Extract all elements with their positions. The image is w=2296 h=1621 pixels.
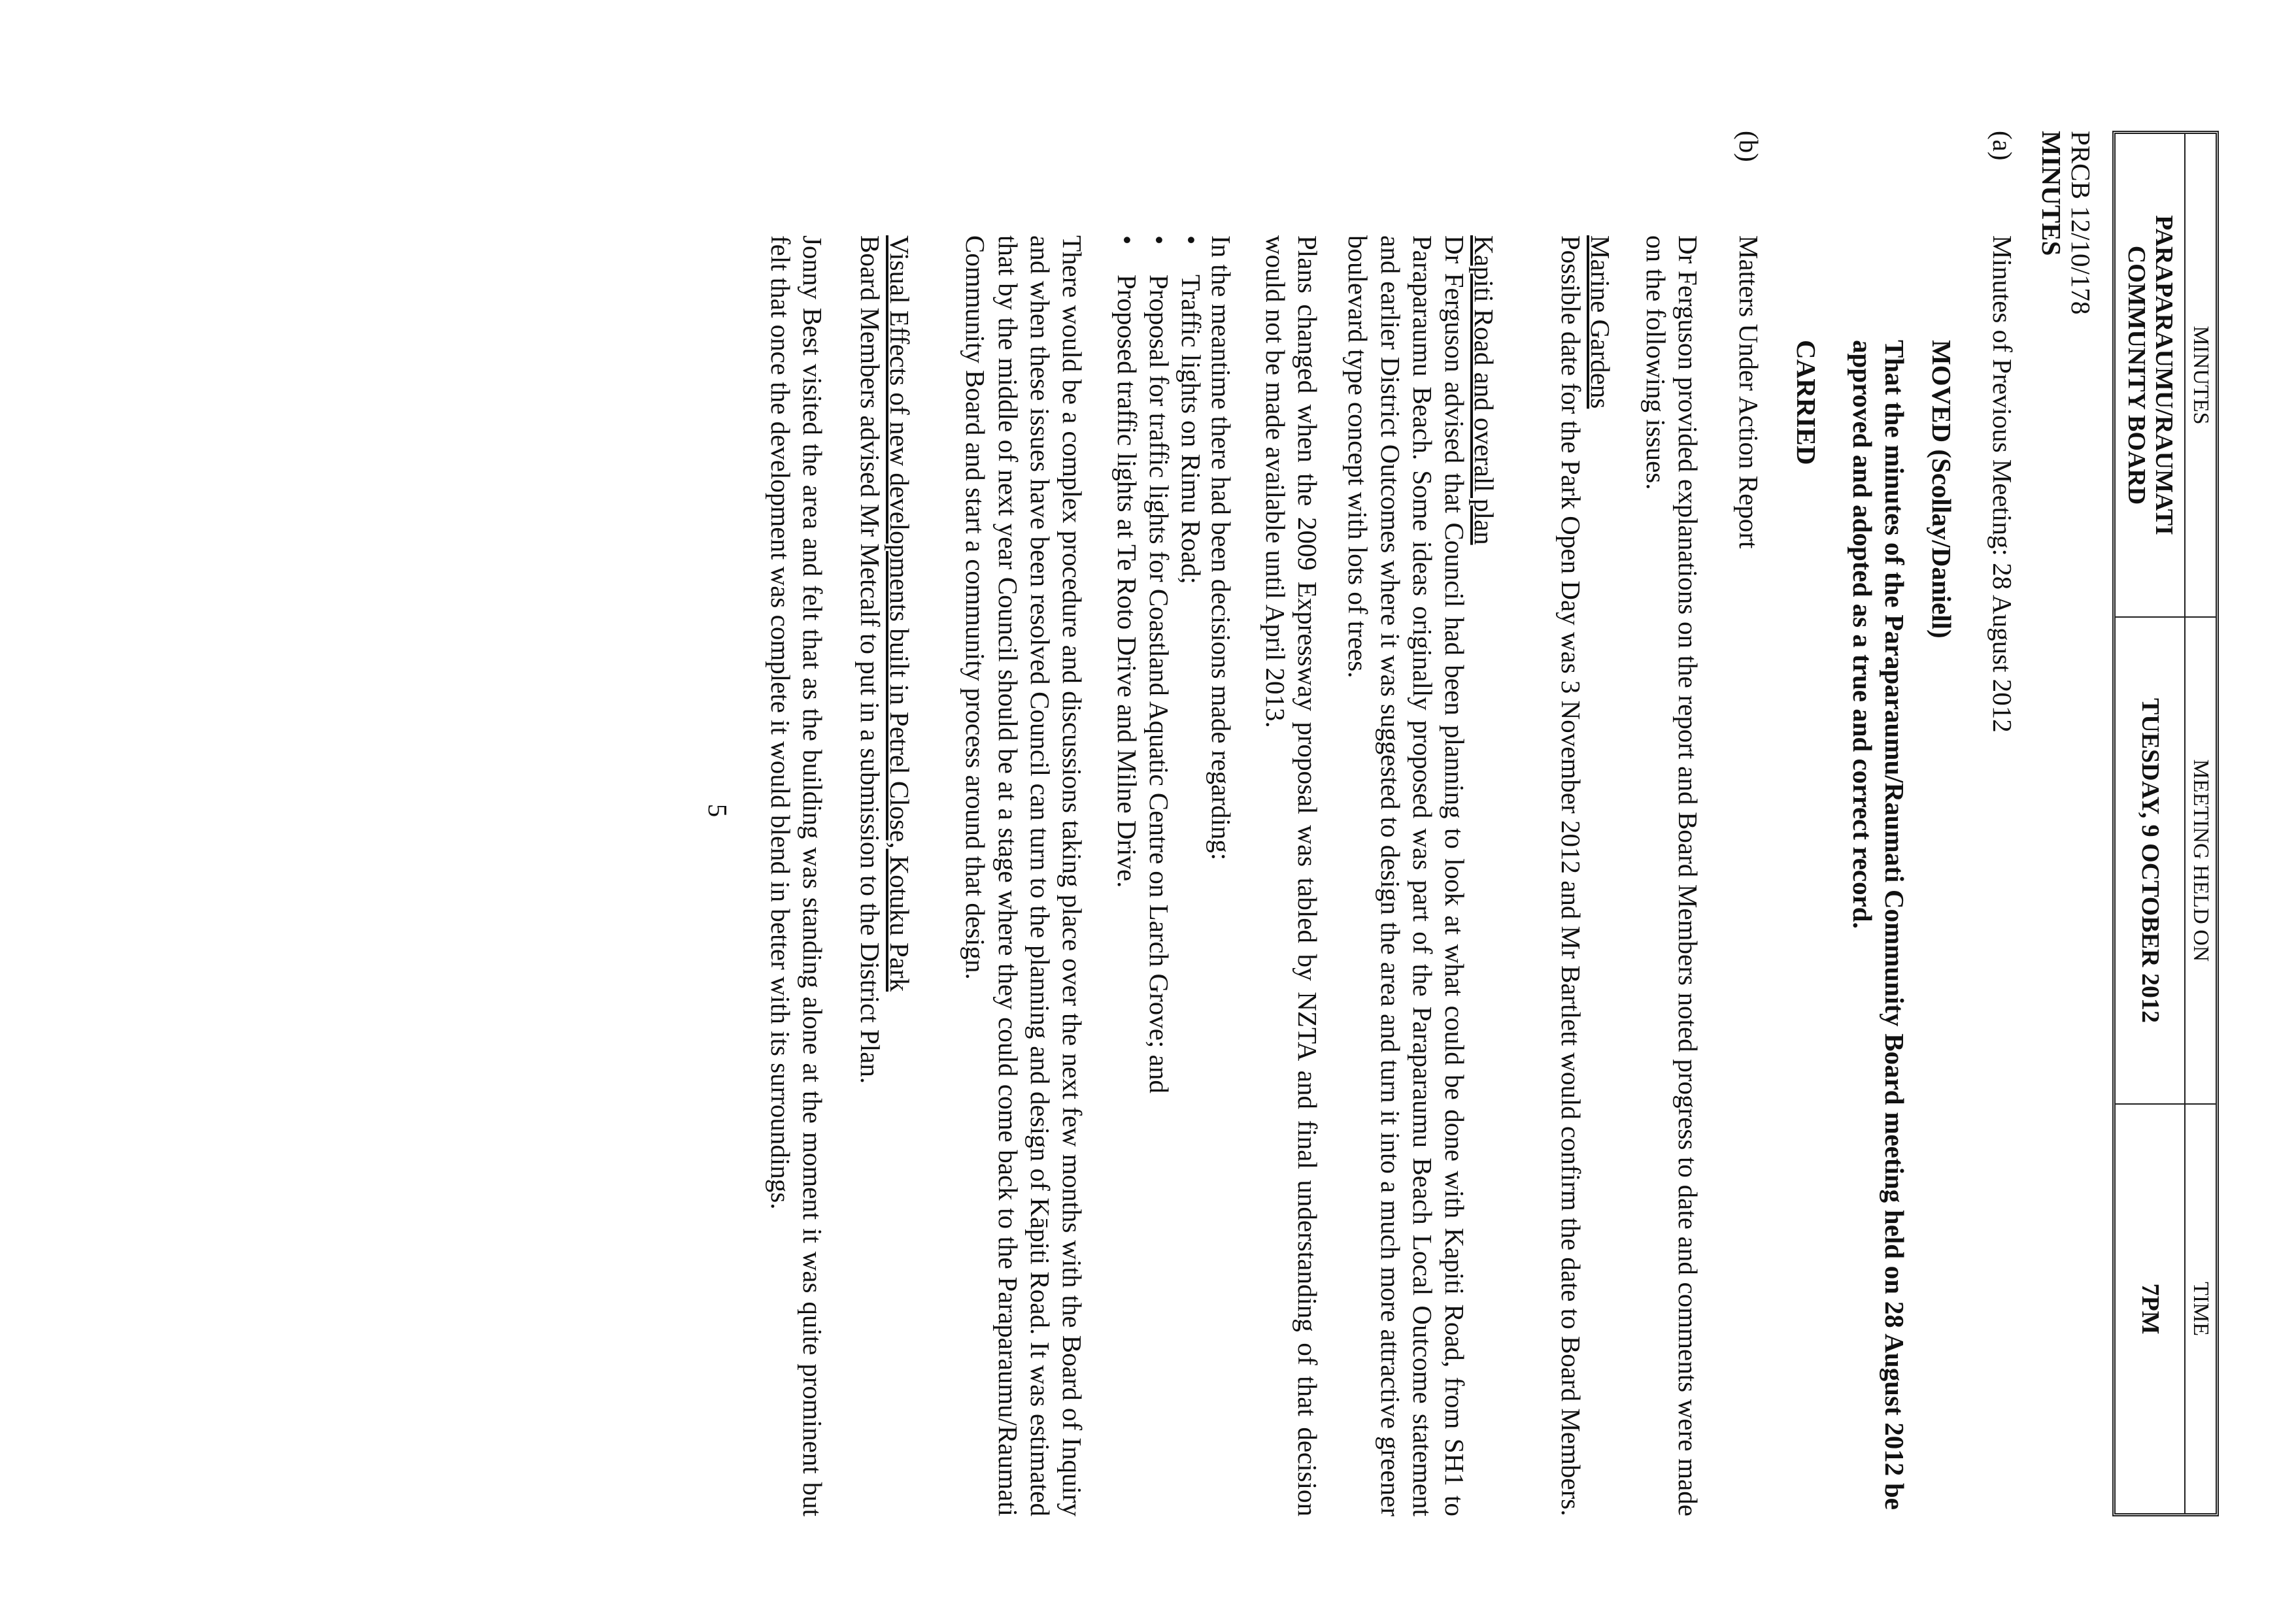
list-item [1143, 235, 1175, 1516]
header-col2-title: MEETING HELD ON [2184, 618, 2216, 1105]
visual-effects-paragraph: Board Members advised Mr Metcalf to put in a submission to the District Plan. [855, 235, 885, 1084]
item-a-title: Minutes of Previous Meeting: 28 August 2012 [1987, 235, 2017, 733]
bullet-icon: • [1111, 235, 1142, 245]
reference-number: PRCB 12/10/178 [2066, 131, 2096, 315]
marine-gardens-heading: Marine Gardens [1585, 235, 1615, 409]
list-item [1110, 235, 1142, 1516]
header-time: 7PM [2136, 1283, 2165, 1335]
marine-gardens-paragraph: Possible date for the Park Open Day was 3 November 2012 and Mr Bartlett would confirm the date to Board Members. [1556, 235, 1586, 1516]
page-number: 5 [703, 803, 733, 818]
header-table [2112, 131, 2219, 1516]
carried-line: CARRIED [1791, 340, 1821, 465]
header-board-name: PARAPARAUMU/RAUMATI COMMUNITY BOARD [2116, 134, 2184, 618]
header-col1-title: MINUTES [2184, 134, 2216, 618]
moved-line: MOVED (Scollay/Daniell) [1927, 340, 1957, 639]
item-a-label: (a) [1987, 131, 2017, 161]
intro-paragraph: Dr Ferguson provided explanations on the report and Board Members noted progress to date and comments were made on the following issues. [1640, 235, 1703, 1516]
item-b-label: (b) [1734, 131, 1764, 162]
list-item [1175, 235, 1207, 1516]
kapiti-road-paragraph: Dr Ferguson advised that Council had been planning to look at what could be done with Kapiti Road, from SH1 to Paraparaumu Beach. Some ideas originally proposed was part of the Paraparaumu Beach Local Outcome statement and earlier District Outcomes where it was suggested to design the area and turn it into a much more attractive greener boulevard type concept with lots of trees. [1343, 235, 1470, 1516]
kapiti-road-heading: Kapiti Road and overall plan [1469, 235, 1499, 545]
section-title: MINUTES [2036, 131, 2067, 256]
decisions-intro: In the meantime there had been decisions made regarding: [1206, 235, 1236, 861]
header-meeting-date: TUESDAY, 9 OCTOBER 2012 [2116, 618, 2184, 1105]
header-col3-title: TIME [2184, 1105, 2216, 1513]
complex-procedure-paragraph: There would be a complex procedure and discussions taking place over the next few months with the Board of Inquiry and when these issues have been resolved Council can turn to the planning and design of Kāpiti Road. It was estimated that by the middle of next year Council should be at a stage where they could come back to the Paraparaumu/Raumati Community Board and start a community process around that design. [960, 235, 1087, 1516]
visual-effects-heading: Visual Effects of new developments built in Petrel Close, Kotuku Park [885, 235, 915, 992]
list-item-text: Traffic lights on Rimu Road; [1176, 275, 1206, 584]
list-item-text: Proposal for traffic lights for Coastland Aquatic Centre on Larch Grove; and [1143, 275, 1174, 1094]
jonny-best-paragraph: Jonny Best visited the area and felt that as the building was standing alone at the moment it was quite prominent but felt that once the development was complete it would blend in better with its surroundings. [765, 235, 828, 1516]
motion-text: That the minutes of the Paraparaumu/Raumati Community Board meeting held on 28 August 2012 be approved and adopted as a true and correct record. [1847, 340, 1910, 1510]
bullet-icon: • [1143, 235, 1174, 245]
decisions-list [1110, 235, 1207, 1516]
item-b-title: Matters Under Action Report [1734, 235, 1764, 549]
list-item-text: Proposed traffic lights at Te Roto Drive and Milne Drive. [1111, 275, 1142, 888]
plans-changed-paragraph: Plans changed when the 2009 Expressway proposal was tabled by NZTA and final understanding of that decision would not be made available until April 2013. [1260, 235, 1323, 1516]
bullet-icon: • [1176, 235, 1206, 245]
